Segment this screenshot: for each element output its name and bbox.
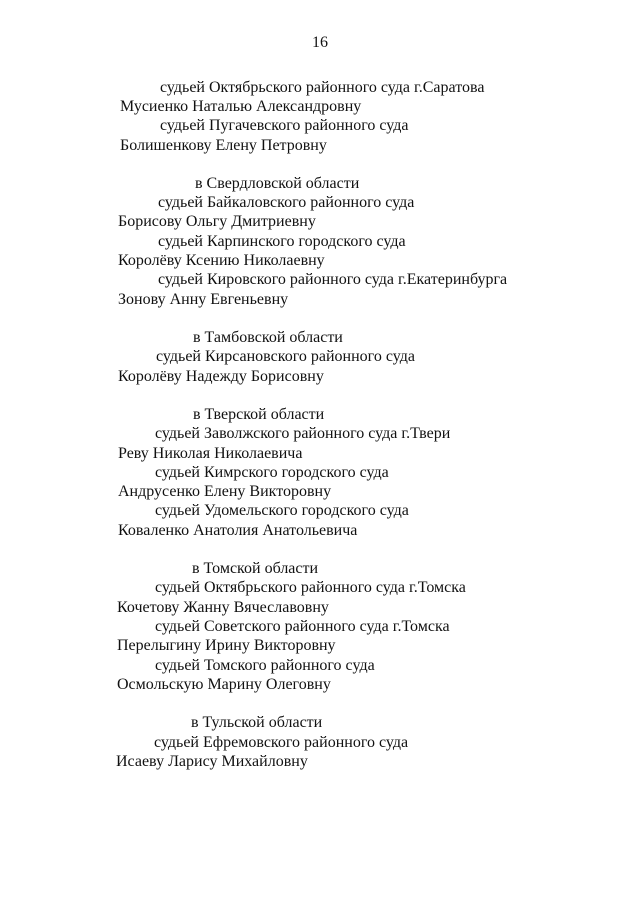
text-line: судьей Карпинского городского суда <box>158 233 406 250</box>
text-line: Болишенкову Елену Петровну <box>120 137 327 154</box>
region-heading: в Тверской области <box>193 406 325 423</box>
text-line: Кочетову Жанну Вячеславовну <box>117 599 329 616</box>
region-heading: в Томской области <box>192 560 319 577</box>
text-line: Перелыгину Ирину Викторовну <box>117 637 336 654</box>
page-number: 16 <box>312 34 328 51</box>
text-line: Королёву Надежду Борисовну <box>118 368 324 385</box>
region-heading: в Свердловской области <box>195 175 360 192</box>
text-line: Исаеву Ларису Михайловну <box>116 753 308 770</box>
text-line: судьей Удомельского городского суда <box>155 502 409 519</box>
region-heading: в Тульской области <box>191 714 323 731</box>
text-line: Борисову Ольгу Дмитриевну <box>118 213 316 230</box>
text-line: судьей Пугачевского районного суда <box>160 117 409 134</box>
text-line: Мусиенко Наталью Александровну <box>120 98 362 115</box>
text-line: судьей Ефремовского районного суда <box>154 734 409 751</box>
text-line: Андрусенко Елену Викторовну <box>118 483 332 500</box>
text-line: судьей Байкаловского районного суда <box>158 194 415 211</box>
text-line: судьей Кимрского городского суда <box>155 464 389 481</box>
text-line: судьей Советского районного суда г.Томска <box>155 618 450 635</box>
text-line: судьей Заволжского районного суда г.Твери <box>155 425 451 442</box>
text-line: Зонову Анну Евгеньевну <box>118 291 289 308</box>
text-line: судьей Октябрьского районного суда г.Томска <box>155 579 466 596</box>
text-line: Королёву Ксению Николаевну <box>118 252 325 269</box>
region-heading: в Тамбовской области <box>193 329 343 346</box>
text-line: Коваленко Анатолия Анатольевича <box>118 522 358 539</box>
text-line: судьей Кирсановского районного суда <box>156 348 415 365</box>
text-line: судьей Октябрьского районного суда г.Саратова <box>160 79 485 96</box>
text-line: судьей Кировского районного суда г.Екатеринбурга <box>158 271 508 288</box>
text-line: Осмольскую Марину Олеговну <box>117 676 331 693</box>
text-line: Реву Николая Николаевича <box>118 445 303 462</box>
text-line: судьей Томского районного суда <box>155 657 375 674</box>
